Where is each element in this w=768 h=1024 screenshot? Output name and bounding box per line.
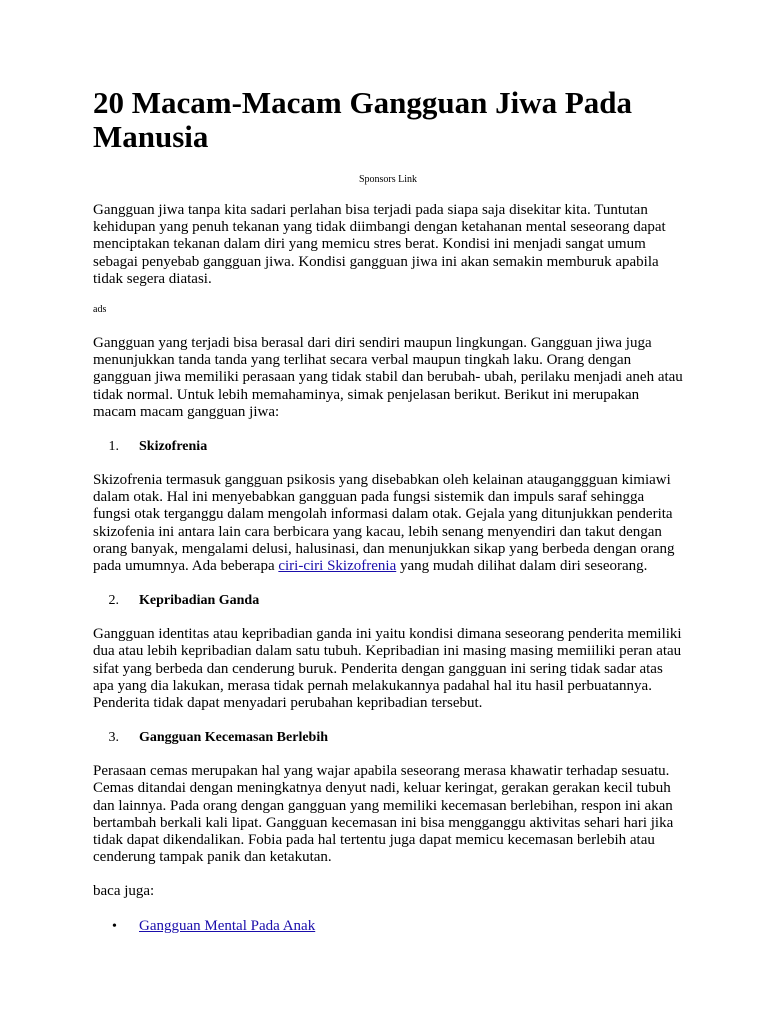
intro-paragraph-2: Gangguan yang terjadi bisa berasal dari diri sendiri maupun lingkungan. Gangguan jiwa juga menunjukkan tanda tanda yang terlihat secara verbal maupun tingkah laku. Orang dengan gangguan jiwa memiliki perasaan yang tidak stabil dan berubah- ubah, perilaku menjadi aneh atau tidak normal. Untuk lebih memahaminya, simak penjelasan berikut. Berikut ini merupakan macam macam gangguan jiwa:: [93, 335, 683, 420]
section-heading-kepribadian-ganda: [93, 592, 683, 609]
section-title: Kepribadian Ganda: [139, 593, 260, 609]
section-title: Gangguan Kecemasan Berlebih: [139, 730, 329, 746]
article: [93, 86, 683, 935]
section-heading-skizofrenia: [93, 438, 683, 455]
page-title: 20 Macam-Macam Gangguan Jiwa Pada Manusia: [93, 85, 633, 154]
section-body-kepribadian-ganda: Gangguan identitas atau kepribadian ganda ini yaitu kondisi dimana seseorang penderita memiliki dua atau lebih kepribadian dalam satu tubuh. Kepribadian ini masing masing memiiliki peran atau sifat yang berbeda dan cenderung buruk. Penderita dengan gangguan ini sering tidak sadar atas apa yang dia lakukan, merasa tidak pernah melakukannya padahal hal itu hasil perbuatannya. Penderita tidak dapat menyadari perubahan kepribadian tersebut.: [93, 626, 682, 712]
ads-label: ads: [93, 304, 107, 316]
see-also-list-item: [93, 918, 683, 935]
ciri-ciri-skizofrenia-link[interactable]: ciri-ciri Skizofrenia: [278, 558, 397, 575]
intro-paragraph: Gangguan jiwa tanpa kita sadari perlahan bisa terjadi pada siapa saja disekitar kita. Tuntutan kehidupan yang penuh tekanan yang tidak diimbangi dengan ketahanan mental seseorang dapat menciptakan tekanan dalam diri yang memicu stres berat. Kondisi ini menjadi sangat umum sebagai penyebab gangguan jiwa. Kondisi gangguan jiwa ini akan semakin memburuk apabila tidak segera diatasi.: [93, 202, 666, 287]
sponsors-link-label: Sponsors Link: [358, 174, 418, 185]
section-body-skizofrenia: [93, 472, 683, 575]
section-number: 3.: [108, 730, 119, 746]
section-heading-kecemasan-berlebih: [93, 729, 683, 746]
gangguan-mental-pada-anak-link[interactable]: Gangguan Mental Pada Anak: [139, 917, 316, 934]
section-title: Skizofrenia: [139, 439, 208, 455]
see-also-label: baca juga:: [93, 883, 155, 900]
section-number: 2.: [108, 593, 119, 609]
section-number: 1.: [108, 439, 119, 455]
bullet-icon: •: [112, 918, 117, 934]
section-body-kecemasan-berlebih: Perasaan cemas merupakan hal yang wajar apabila seseorang merasa khawatir terhadap sesuatu. Cemas ditandai dengan meningkatnya denyut nadi, keluar keringat, gerakan gerakan kecil tubuh dan lainnya. Pada orang dengan gangguan yang memiliki kecemasan berlebihan, respon ini akan bertambah berkali kali lipat. Gangguan kecemasan ini bisa mengganggu aktivitas sehari hari jika tidak dapat dikendalikan. Fobia pada hal tertentu juga dapat memicu kecemasan berlebih atau cenderung tampak panik dan ketakutan.: [93, 763, 674, 866]
section-text: yang mudah dilihat dalam diri seseorang.: [396, 558, 648, 575]
section-text: Skizofrenia termasuk gangguan psikosis yang disebabkan oleh kelainan atauganggguan kimiawi dalam otak. Hal ini menyebabkan gangguan pada fungsi sistemik dan impuls saraf sehingga fungsi otak terganggu dalam mengolah informasi dalam otak. Gejala yang ditunjukkan penderita skizofenia ini antara lain cara berbicara yang kacau, lebih senang menyendiri dan takut dengan orang banyak, mengalami delusi, halusinasi, dan menunjukkan sikap yang berbeda dengan orang pada umumnya. Ada beberapa: [93, 472, 675, 575]
